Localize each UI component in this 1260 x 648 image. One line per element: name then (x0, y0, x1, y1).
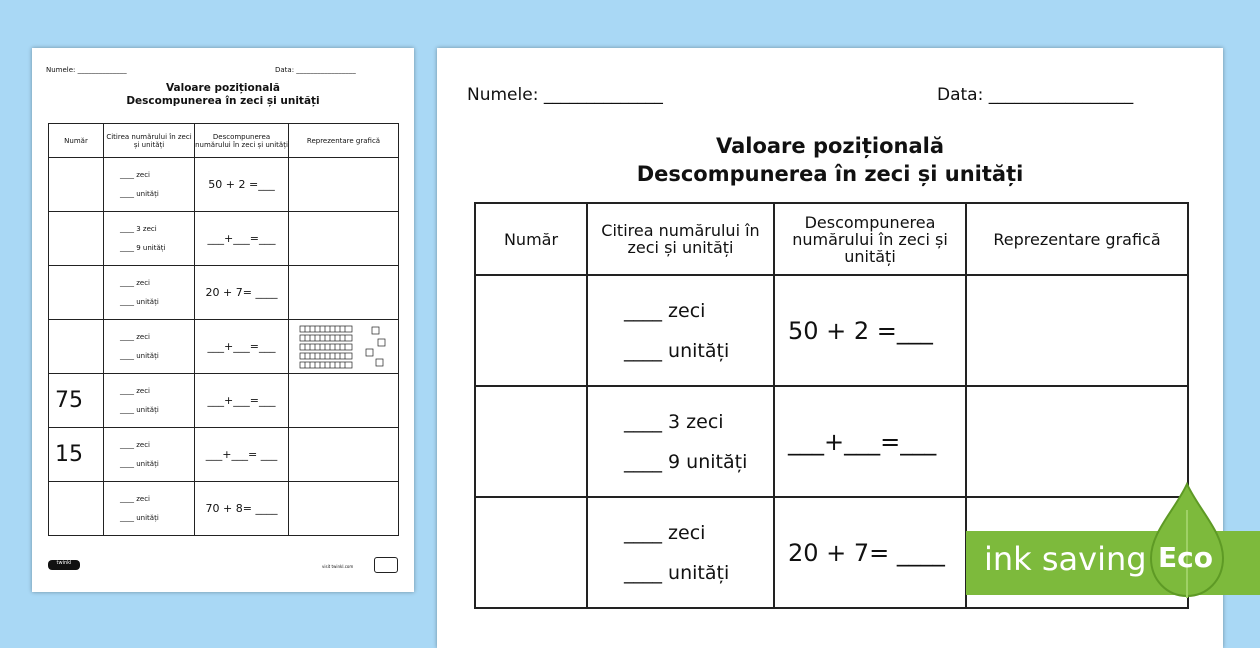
worksheet-title: Valoare pozițională Descompunerea în zeci și unități (126, 82, 320, 107)
twinkl-logo: twinkl (48, 560, 80, 570)
eco-drop-icon (1147, 480, 1227, 600)
date-field-label: Data: _________________ (937, 85, 1134, 105)
table-row: ____ zeci ____ unități 50 + 2 =___ (49, 158, 399, 212)
table-row: ____ 3 zeci ____ 9 unități ___+___=___ (49, 212, 399, 266)
table-row: ____ zeci ____ unități 70 + 8= ____ (49, 482, 399, 536)
base-ten-blocks (289, 320, 399, 374)
table-row: ____ 3 zeci ____ 9 unități ___+___=___ (475, 386, 1188, 497)
table-row: 75 ____ zeci ____ unități ___+___=___ (49, 374, 399, 428)
ink-saving-text: ink saving (984, 540, 1147, 578)
name-field-label: Numele: ______________ (46, 66, 127, 74)
eco-label: Eco (1158, 541, 1213, 574)
table-row: ____ zeci ____ unități 50 + 2 =___ (475, 275, 1188, 386)
table-row: ____ zeci ____ unități 20 + 7= ____ (475, 497, 1188, 608)
worksheet-table-small (48, 123, 399, 536)
header-reading: Citirea numărului în zeci și unități (104, 124, 195, 158)
table-row: 15 ____ zeci ____ unități ___+___= ___ (49, 428, 399, 482)
header-reading: Citirea numărului în zeci și unități (587, 203, 774, 275)
header-decomposition: Descompunerea numărului în zeci și unități (195, 124, 289, 158)
header-decomposition: Descompunerea numărului în zeci și unități (774, 203, 966, 275)
footer-url: visit twinkl.com (322, 564, 354, 569)
certified-icon (374, 557, 398, 573)
date-field-label: Data: _________________ (275, 66, 356, 74)
header-number: Număr (475, 203, 587, 275)
table-row: ____ zeci ____ unități ___+___=___ (49, 320, 399, 374)
base-ten-blocks-icon (296, 323, 392, 369)
worksheet-preview-small[interactable] (32, 48, 414, 592)
worksheet-title: Valoare pozițională Descompunerea în zeci și unități (636, 134, 1024, 186)
header-number: Număr (49, 124, 104, 158)
name-field-label: Numele: ______________ (467, 85, 663, 105)
table-row: ____ zeci ____ unități 20 + 7= ____ (49, 266, 399, 320)
header-graphic: Reprezentare grafică (289, 124, 399, 158)
header-graphic: Reprezentare grafică (966, 203, 1188, 275)
